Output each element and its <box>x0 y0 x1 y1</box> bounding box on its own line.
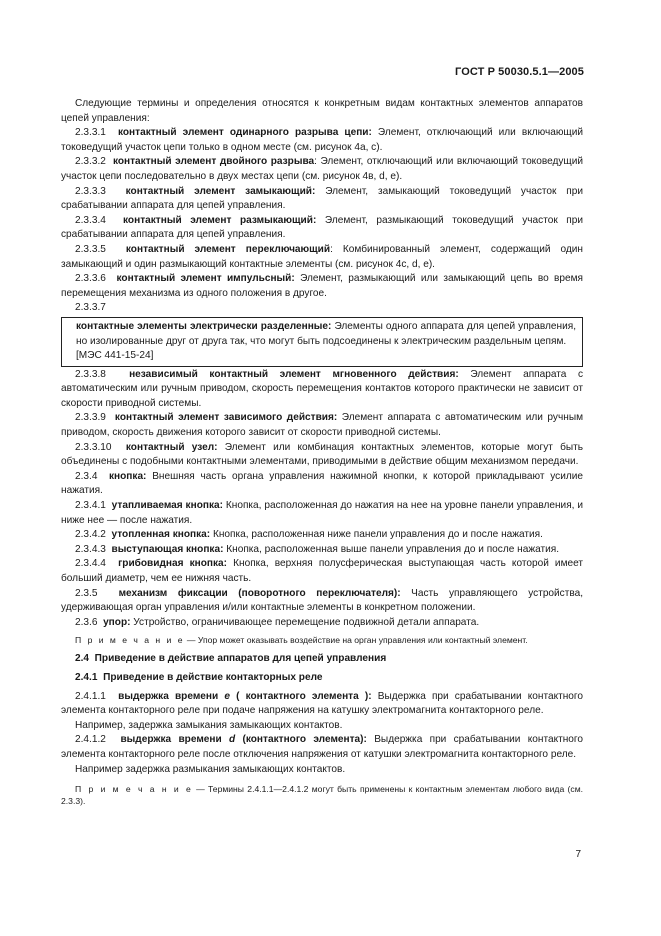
term-definition: Элемент, отключающий или включающий токоведущий участок цепи только в одном месте (см. рисунок 4a, c). <box>61 127 584 153</box>
term-symbol: d <box>229 734 236 746</box>
boxed-term <box>61 317 583 367</box>
term-number: 2.3.4.1 <box>75 500 106 512</box>
term-number: 2.3.3.10 <box>75 441 112 453</box>
term-number: 2.3.3.2 <box>75 156 106 168</box>
term-paragraph <box>61 733 583 762</box>
term-definition: Устройство, ограничивающее перемещение подвижной детали аппарата. <box>133 616 480 628</box>
term-paragraph <box>61 441 583 470</box>
note-paragraph <box>61 783 583 807</box>
note-text: — Упор может оказывать воздействие на орган управления или контактный элемент. <box>184 635 528 646</box>
subsection-heading <box>61 671 583 686</box>
term-paragraph <box>61 543 583 558</box>
term-definition: Элемент, замыкающий токоведущий участок при срабатывании аппарата для цепей управления. <box>61 185 584 212</box>
term-number: 2.3.4.2 <box>75 529 106 541</box>
term-paragraph <box>61 243 583 272</box>
term-title: контактный элемент переключающий <box>125 243 331 255</box>
term-title: независимый контактный элемент мгновенного действия: <box>129 368 459 380</box>
section-title: Приведение в действие аппаратов для цепей управления <box>94 653 387 665</box>
document-header: ГОСТ Р 50030.5.1—2005 <box>455 66 584 78</box>
term-number: 2.3.3.7 <box>75 302 106 314</box>
term-title: контактный узел: <box>125 441 218 453</box>
terms-list-a <box>61 126 583 301</box>
term-title: контактные элементы электрически разделенные: <box>76 320 332 332</box>
intro-paragraph: Следующие термины и определения относятся к конкретным видам контактных элементов аппаратов цепей управления: <box>61 98 583 124</box>
term-number: 2.3.3.5 <box>75 243 106 255</box>
note-text: — Термины 2.4.1.1—2.4.1.2 могут быть применены к контактным элементам любого вида (см. 2.3.3). <box>61 784 583 807</box>
term-title: кнопка: <box>108 470 147 482</box>
term-title-rest: ( контактного элемента ): <box>229 690 372 702</box>
note-label: П р и м е ч а н и е <box>75 635 185 646</box>
page-number: 7 <box>575 849 581 860</box>
section-heading <box>61 652 583 667</box>
term-paragraph <box>61 470 583 499</box>
reference-label: [МЭС 441-15-24] <box>76 350 154 362</box>
term-title: контактный элемент зависимого действия: <box>114 412 338 424</box>
term-title: контактный элемент замыкающий: <box>125 185 316 197</box>
term-title: выступающая кнопка: <box>111 543 224 555</box>
term-paragraph <box>61 528 583 543</box>
term-title: упор: <box>103 616 131 628</box>
term-paragraph <box>61 126 583 155</box>
term-title: грибовидная кнопка: <box>118 558 228 570</box>
term-definition: Элемент или комбинация контактных элементов, которые могут быть объединены с подобными контактными элементами, приводимыми в действие общим механизмом передачи. <box>61 441 583 468</box>
term-title: выдержка времени <box>118 690 225 702</box>
term-definition: : Комбинированный элемент, содержащий один замыкающий и один размыкающий контактные элементы (см. рисунок 4c, d, e). <box>61 243 583 270</box>
term-definition: Элемент аппарата с автоматическим или ручным приводом, скорость движения которого зависит от скорости приводной системы. <box>61 412 584 439</box>
term-definition: Элементы одного аппарата для цепей управления, но изолированные друг от друга так, что могут быть подсоединены к электрическим раздельным цепям. <box>76 320 577 347</box>
term-definition: Выдержка при срабатывании контактного элемента контакторного реле после отключения напряжения от катушки электромагнита контакторного реле. <box>61 734 583 760</box>
term-definition: Внешняя часть органа управления нажимной кнопки, к которой прикладывают усилие нажатия. <box>61 470 583 497</box>
example-paragraph: Например задержка размыкания замыкающих контактов. <box>75 763 346 775</box>
term-definition: Кнопка, расположенная выше панели управления до и после нажатия. <box>226 543 559 555</box>
term-paragraph <box>61 587 583 616</box>
term-title: контактный элемент размыкающий: <box>123 214 317 226</box>
term-symbol: e <box>224 690 230 702</box>
subsection-number: 2.4.1 <box>75 671 98 683</box>
note-label: П р и м е ч а н и е <box>75 784 193 795</box>
term-number: 2.3.4.3 <box>75 543 106 555</box>
term-paragraph <box>61 272 583 301</box>
term-paragraph <box>61 690 583 719</box>
term-number: 2.4.1.1 <box>75 690 106 702</box>
term-definition: Элемент аппарата с автоматическим или ручным приводом, скорость перемещения контактов которого практически не зависит от скорости приводной системы. <box>61 368 584 409</box>
term-paragraph <box>61 557 583 586</box>
term-title: выдержка времени <box>120 734 229 746</box>
term-paragraph <box>61 368 583 412</box>
term-title-rest: (контактного элемента): <box>235 734 367 746</box>
term-title: утопленная кнопка: <box>111 529 211 541</box>
example-paragraph: Например, задержка замыкания замыкающих контактов. <box>75 719 343 731</box>
term-definition: Элемент, размыкающий токоведущий участок при срабатывании аппарата для цепей управления. <box>61 214 584 241</box>
term-title: утапливаемая кнопка: <box>111 500 223 512</box>
term-number: 2.3.4.4 <box>75 558 106 570</box>
term-number: 2.3.3.6 <box>75 273 106 285</box>
term-definition: Кнопка, расположенная ниже панели управления до и после нажатия. <box>212 529 543 541</box>
term-paragraph <box>61 185 583 214</box>
term-number: 2.3.3.4 <box>75 214 106 226</box>
term-title: контактный элемент двойного разрыва <box>112 156 315 168</box>
term-definition: Элемент, размыкающий или замыкающий цепь во время перемещения механизма из одного положения в другое. <box>61 273 583 299</box>
term-definition: Часть управляющего устройства, удерживающая орган управления и/или контактные элементы в конкретном положении. <box>61 587 584 614</box>
term-definition: Выдержка при срабатывании контактного элемента контакторного реле при подаче напряжения на катушку электромагнита контакторного реле. <box>61 690 583 717</box>
term-number: 2.4.1.2 <box>75 734 106 746</box>
term-title: контактный элемент одинарного разрыва цепи: <box>117 127 372 139</box>
term-title: контактный элемент импульсный: <box>116 273 295 285</box>
term-definition: : Элемент, отключающий или включающий токоведущий участок цепи последовательно в двух местах цепи (см. рисунок 4в, d, e). <box>61 156 583 182</box>
term-definition: Кнопка, расположенная до нажатия на нее на уровне панели управления, и ниже нее — после нажатия. <box>61 500 583 526</box>
term-paragraph <box>61 411 583 440</box>
terms-list-c <box>61 690 583 778</box>
terms-list-b <box>61 368 583 631</box>
term-number: 2.3.5 <box>75 587 98 599</box>
term-title: механизм фиксации (поворотного переключателя): <box>118 587 401 599</box>
subsection-title: Приведение в действие контакторных реле <box>103 671 323 683</box>
term-paragraph <box>61 616 583 631</box>
term-number: 2.3.3.1 <box>75 127 106 139</box>
page-body <box>61 97 583 807</box>
term-definition: Кнопка, верхняя полусферическая выступающая часть которой имеет больший диаметр, чем ее нижняя часть. <box>61 558 584 584</box>
term-number: 2.3.3.8 <box>75 368 106 380</box>
term-paragraph <box>61 155 583 184</box>
section-number: 2.4 <box>75 653 90 665</box>
term-number: 2.3.4 <box>75 470 98 482</box>
boxed-definition <box>76 320 576 349</box>
term-paragraph <box>61 499 583 528</box>
term-number: 2.3.3.3 <box>75 185 106 197</box>
term-paragraph <box>61 214 583 243</box>
term-number: 2.3.3.9 <box>75 412 106 424</box>
term-number: 2.3.6 <box>75 616 98 628</box>
note-paragraph <box>61 634 583 646</box>
